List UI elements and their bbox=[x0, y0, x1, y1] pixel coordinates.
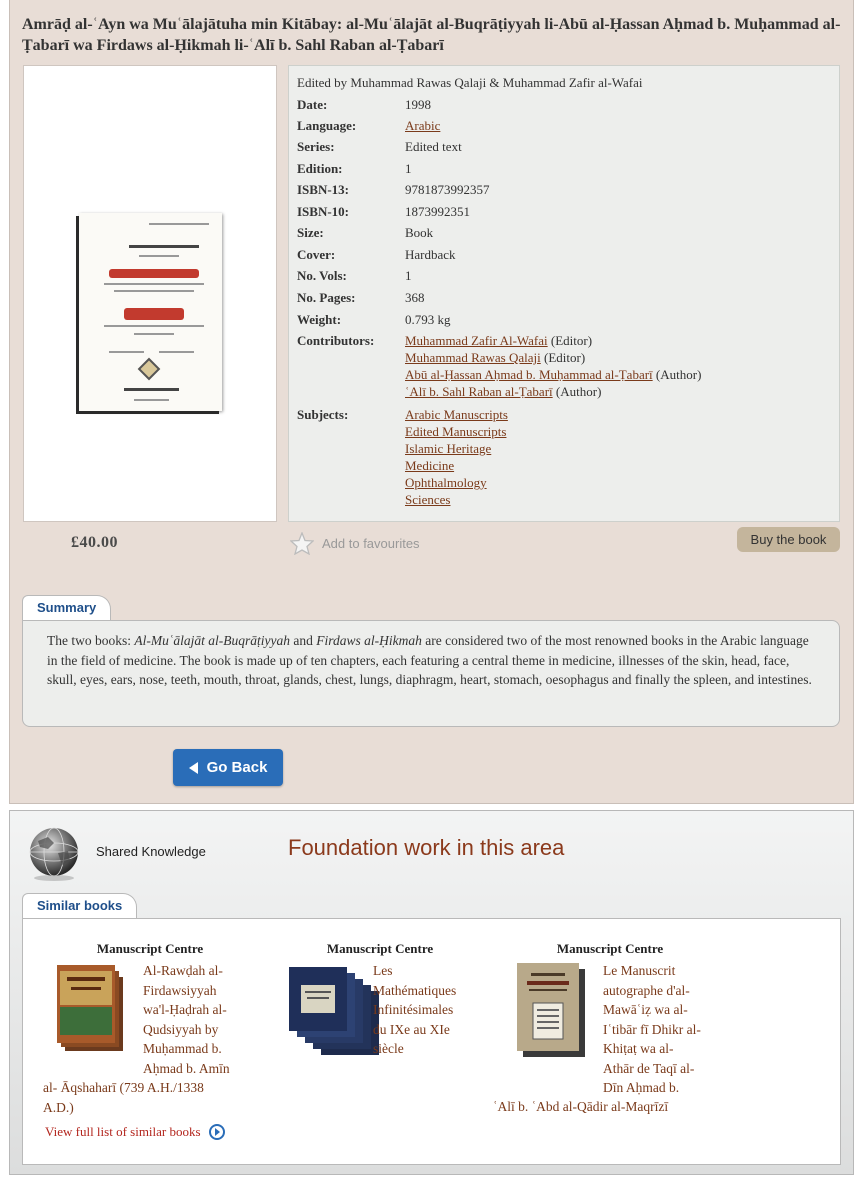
book-details bbox=[288, 65, 840, 522]
circle-arrow-icon bbox=[209, 1124, 225, 1140]
detail-value: 1 bbox=[405, 268, 412, 283]
detail-value: 1998 bbox=[405, 97, 431, 112]
contributor-item bbox=[405, 349, 835, 366]
detail-label: Weight: bbox=[297, 312, 342, 327]
detail-label: Subjects: bbox=[297, 407, 349, 422]
detail-label: No. Vols: bbox=[297, 268, 347, 283]
book-publisher: Manuscript Centre bbox=[326, 941, 434, 956]
contributor-role: (Editor) bbox=[550, 333, 593, 348]
detail-label: Contributors: bbox=[297, 333, 375, 348]
globe-icon bbox=[24, 825, 84, 881]
subject-link[interactable]: Medicine bbox=[405, 458, 455, 473]
book-title: Amrāḍ al-ʿAyn wa Muʿālajātuha min Kitābay: al-Muʿālajāt al-Buqrāṭiyyah li-Abū al-Ḥassan Aḥmad b. Muḥammad al-Ṭabarī wa Firdaws al-Ḥikmah li-ʿAlī b. Sahl Raban al-Ṭabarī bbox=[22, 16, 841, 54]
subject-link[interactable]: Ophthalmology bbox=[405, 475, 487, 490]
detail-label: Size: bbox=[297, 225, 324, 240]
summary-text-part: The two books: bbox=[47, 633, 135, 648]
contributors-list bbox=[405, 332, 835, 400]
detail-value: 9781873992357 bbox=[405, 182, 490, 197]
contributor-item bbox=[405, 366, 835, 383]
contributor-item bbox=[405, 383, 835, 400]
detail-value: 0.793 kg bbox=[405, 312, 451, 327]
book-title-link[interactable]: Les Mathématiques Infinitésimales du IXe au XIe siècle bbox=[373, 963, 457, 1056]
go-back-label: Go Back bbox=[206, 759, 268, 776]
contributor-role: (Author) bbox=[555, 384, 602, 399]
detail-label: No. Pages: bbox=[297, 290, 356, 305]
contributor-link[interactable]: Muhammad Rawas Qalaji bbox=[405, 350, 541, 365]
book-title-link[interactable]: Al-Rawḍah al- Firdawsiyyah wa'l-Ḥaḍrah al- Qudsiyyah by Muḥammad b. Aḥmad b. Amīn bbox=[143, 963, 230, 1076]
contributor-link[interactable]: Muhammad Zafir Al-Wafai bbox=[405, 333, 548, 348]
book-publisher: Manuscript Centre bbox=[96, 941, 204, 956]
contributor-role: (Editor) bbox=[544, 350, 586, 365]
edited-by: Edited by Muhammad Rawas Qalaji & Muhammad Zafir al-Wafai bbox=[297, 75, 643, 90]
book-title-link-cont[interactable]: ʿAlī b. ʿAbd al-Qādir al-Maqrīzī bbox=[493, 1099, 669, 1114]
book-thumbnail[interactable] bbox=[517, 963, 587, 1059]
book-cover-image bbox=[79, 213, 222, 411]
detail-label: ISBN-10: bbox=[297, 204, 350, 219]
similar-books-list bbox=[22, 918, 841, 1165]
book-thumbnail[interactable] bbox=[57, 963, 127, 1055]
go-back-button[interactable] bbox=[173, 749, 283, 786]
detail-value: 1 bbox=[405, 161, 412, 176]
detail-value: 1873992351 bbox=[405, 204, 470, 219]
detail-value: Book bbox=[405, 225, 434, 240]
contributor-link[interactable]: ʿAlī b. Sahl Raban al-Ṭabarī bbox=[405, 384, 553, 399]
detail-label: Cover: bbox=[297, 247, 336, 262]
summary-book-title: Al-Muʿālajāt al-Buqrāṭiyyah bbox=[134, 633, 290, 648]
detail-value: 368 bbox=[405, 290, 425, 305]
summary-book-title: Firdaws al-Ḥikmah bbox=[316, 633, 422, 648]
detail-value: Edited text bbox=[405, 139, 462, 154]
subject-link[interactable]: Sciences bbox=[405, 492, 451, 507]
contributor-link[interactable]: Abū al-Ḥassan Aḥmad b. Muḥammad al-Ṭabarī bbox=[405, 367, 653, 382]
shared-knowledge-label: Shared Knowledge bbox=[96, 844, 206, 859]
shared-knowledge-panel bbox=[9, 810, 854, 1175]
contributor-item bbox=[405, 332, 835, 349]
detail-label: ISBN-13: bbox=[297, 182, 350, 197]
detail-value: Hardback bbox=[405, 247, 456, 262]
book-title-link-cont[interactable]: al- Āqshaharī (739 A.H./1338 A.D.) bbox=[43, 1080, 204, 1115]
summary-text-part: and bbox=[289, 633, 317, 648]
favourites-label: Add to favourites bbox=[322, 536, 420, 551]
subjects-list bbox=[405, 406, 835, 508]
detail-label: Date: bbox=[297, 97, 328, 112]
summary-text bbox=[22, 620, 840, 727]
book-publisher: Manuscript Centre bbox=[556, 941, 664, 956]
detail-label: Edition: bbox=[297, 161, 343, 176]
subject-link[interactable]: Arabic Manuscripts bbox=[405, 407, 508, 422]
book-title-link[interactable]: Le Manuscrit autographe d'al- Mawāʿiẓ wa al- Iʿtibār fī Dhikr al- Khiṭaṭ wa al- Athār de Taqī al- Dīn Aḥmad b. bbox=[603, 963, 701, 1095]
detail-label: Series: bbox=[297, 139, 335, 154]
star-icon bbox=[290, 532, 314, 555]
view-full-list-link[interactable] bbox=[45, 1124, 225, 1140]
book-detail-panel bbox=[9, 0, 854, 804]
summary-text-part: are considered two of the most renowned books in the Arabic language in the field of medicine. The book is made up of ten chapters, each featuring a central theme in medicine, illnesses of the skin, head, face, skull, eyes, ears, nose, teeth, mouth, throat, glands, chest, lungs, diaphragm, heart, stomach, oesophagus and finally the spleen, and intestines. bbox=[47, 633, 812, 687]
buy-the-book-button[interactable]: Buy the book bbox=[737, 527, 840, 552]
subject-link[interactable]: Islamic Heritage bbox=[405, 441, 492, 456]
tab-summary[interactable]: Summary bbox=[22, 595, 111, 621]
cover-frame bbox=[23, 65, 277, 522]
tab-similar-books[interactable]: Similar books bbox=[22, 893, 137, 919]
language-link[interactable]: Arabic bbox=[405, 118, 441, 133]
subject-link[interactable]: Edited Manuscripts bbox=[405, 424, 507, 439]
foundation-work-heading: Foundation work in this area bbox=[288, 835, 565, 860]
view-full-label: View full list of similar books bbox=[45, 1124, 201, 1139]
price: £40.00 bbox=[71, 534, 118, 551]
add-to-favourites-button[interactable] bbox=[290, 532, 420, 555]
detail-label: Language: bbox=[297, 118, 357, 133]
triangle-left-icon bbox=[189, 762, 198, 774]
book-thumbnail[interactable] bbox=[287, 963, 383, 1059]
contributor-role: (Author) bbox=[655, 367, 702, 382]
